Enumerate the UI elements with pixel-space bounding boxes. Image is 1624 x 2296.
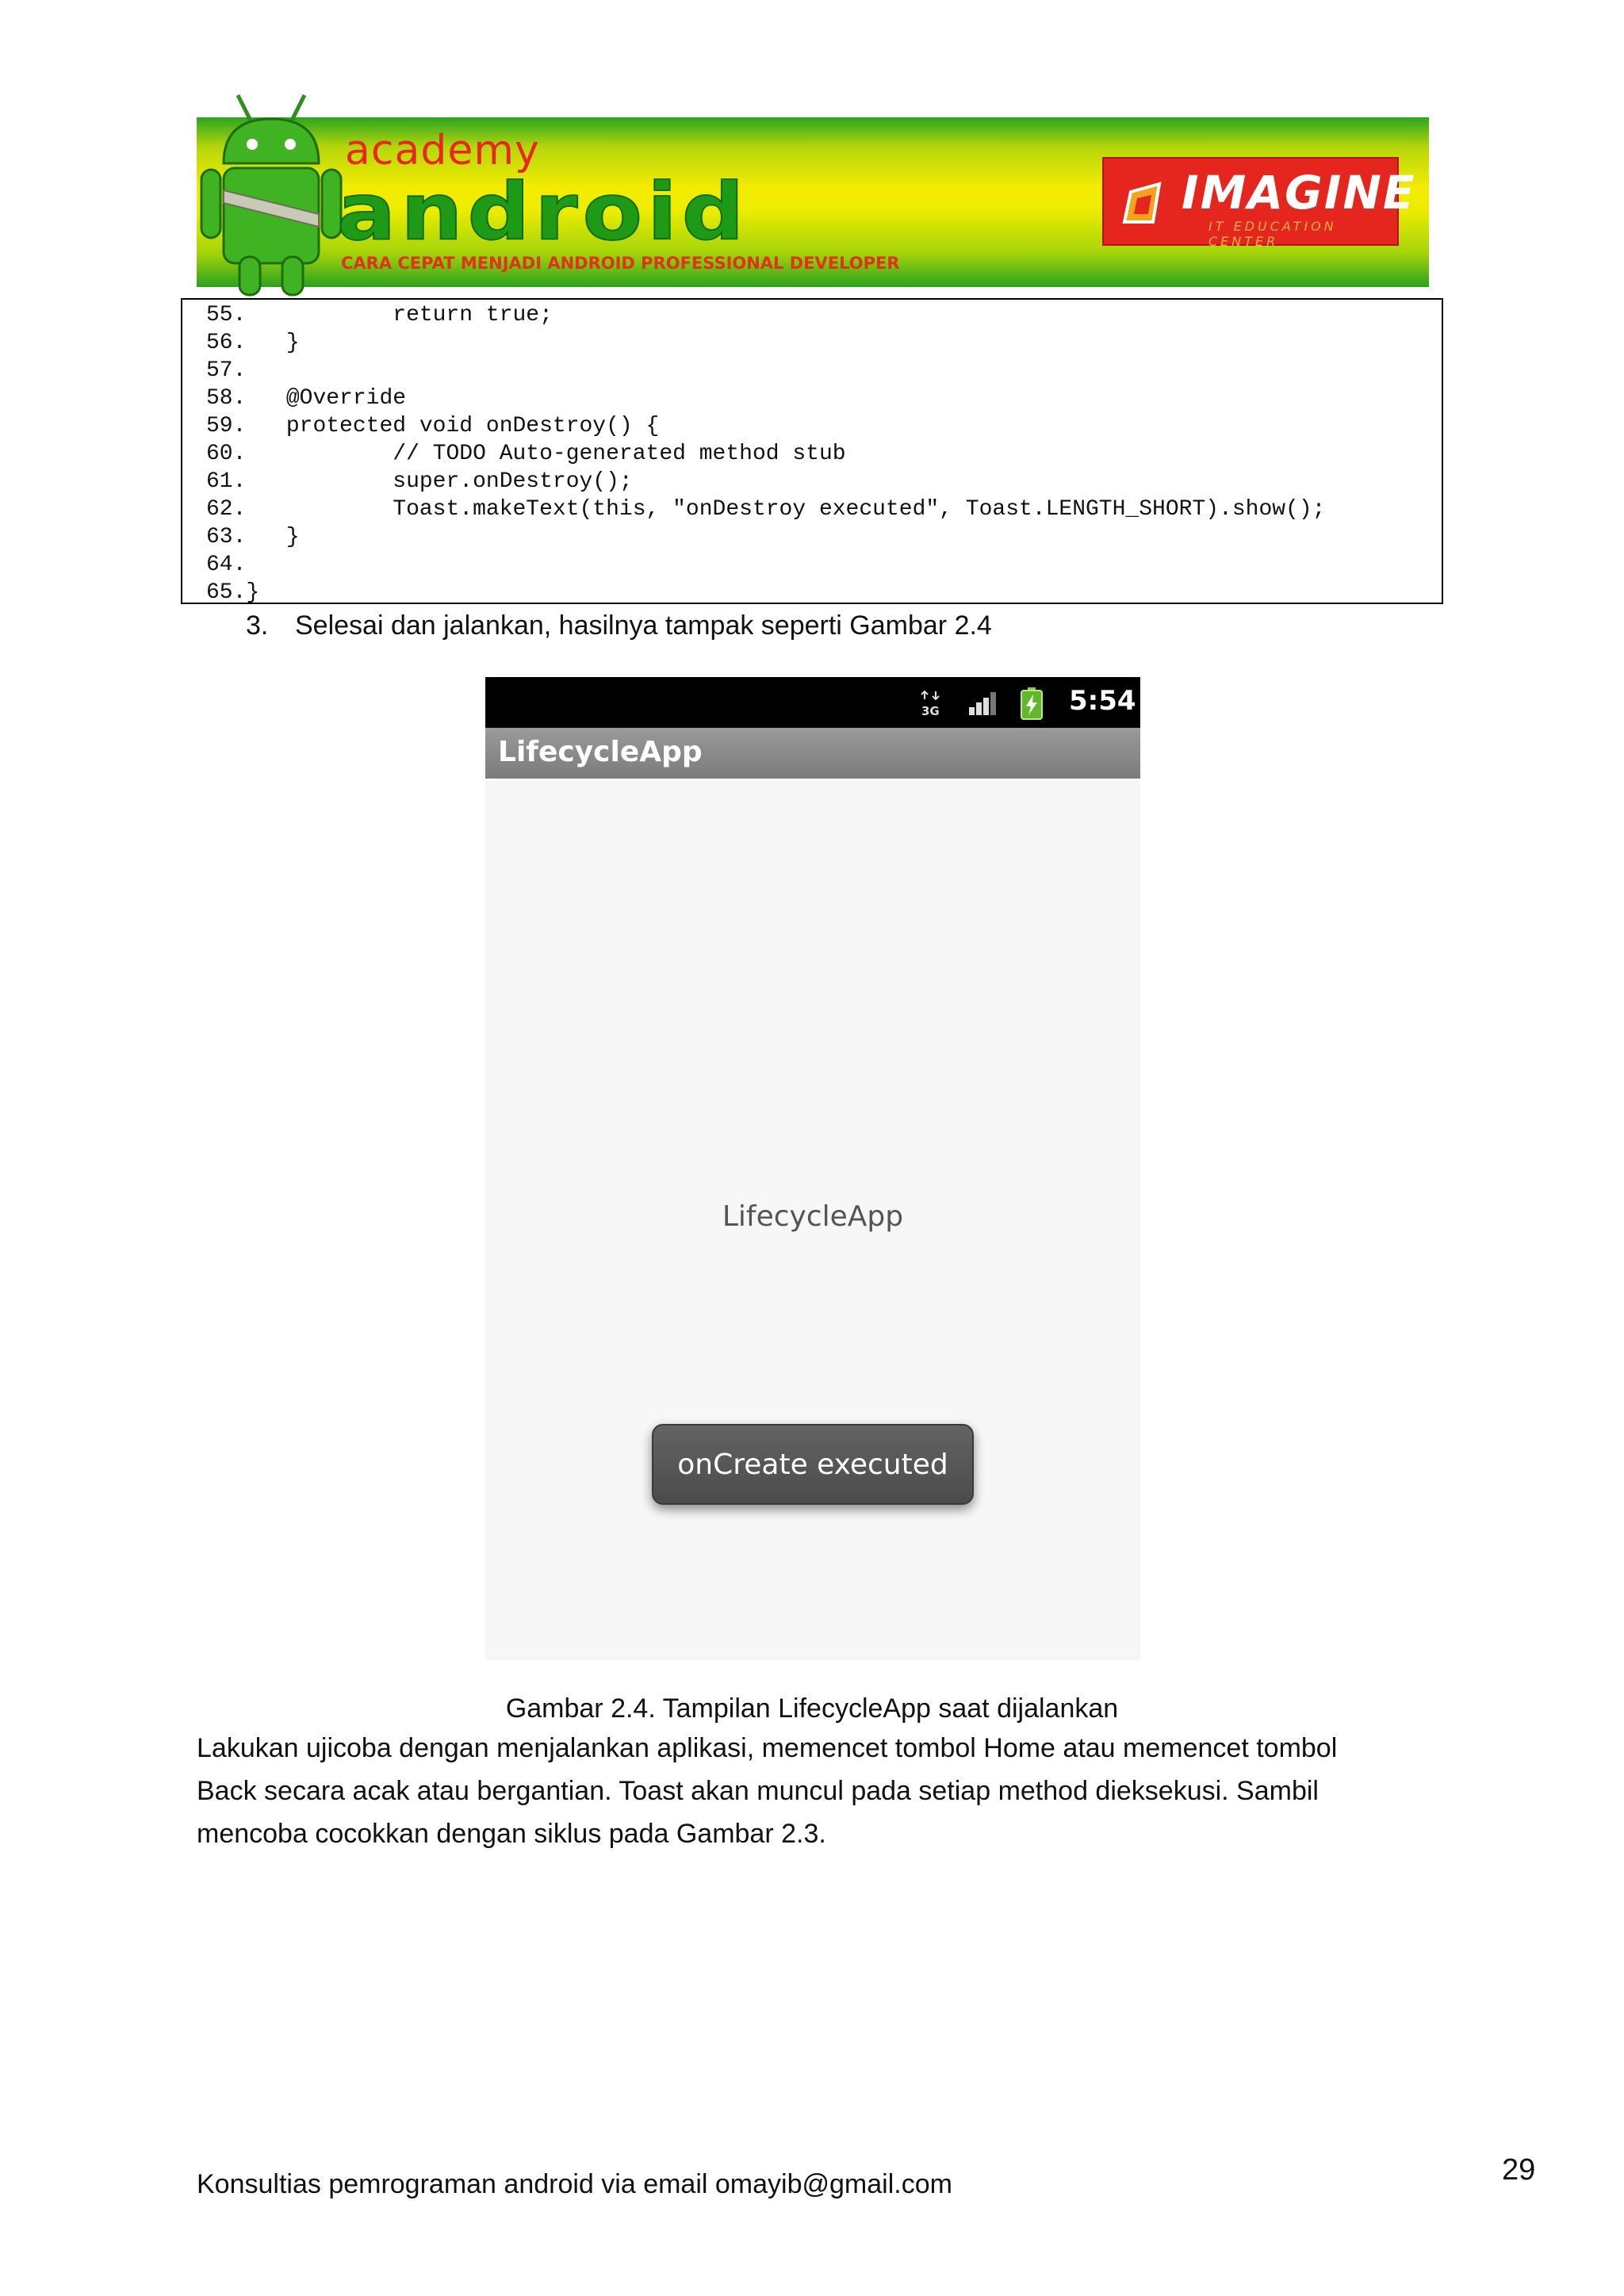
signal-strength-icon: [967, 690, 1001, 717]
toast-message: [652, 1424, 974, 1505]
code-line-text: super.onDestroy();: [285, 469, 633, 494]
android-robot-icon: [200, 87, 343, 300]
status-clock: 5:54: [1069, 685, 1136, 717]
code-line-number: 65.: [206, 580, 247, 605]
code-line-number: 58.: [206, 386, 247, 411]
code-line-text: return true;: [285, 303, 553, 327]
code-line: [206, 412, 659, 440]
code-line: [206, 385, 406, 412]
imagine-subtitle: IT EDUCATION CENTER: [1208, 219, 1337, 249]
figure-caption: Gambar 2.4. Tampilan LifecycleApp saat dijalankan: [505, 1693, 1119, 1724]
imagine-name: IMAGINE: [1182, 166, 1416, 220]
android-wordmark: android: [337, 166, 749, 258]
academy-label: academy: [345, 127, 540, 174]
step-number: 3.: [246, 610, 269, 641]
code-listing: [181, 298, 1443, 604]
app-title-bar: [485, 728, 1140, 779]
network-label: 3G: [921, 704, 940, 718]
code-line-number: 62.: [206, 497, 247, 522]
code-line: [206, 468, 633, 496]
code-line-text: // TODO Auto-generated method stub: [285, 442, 846, 466]
page-number: 29: [1502, 2153, 1536, 2187]
code-line: [206, 440, 846, 468]
network-3g-icon: [920, 688, 944, 718]
code-line: [206, 301, 553, 329]
status-bar: [485, 677, 1140, 728]
code-line: [206, 496, 1325, 523]
paragraph-line-2: Back secara acak atau bergantian. Toast akan muncul pada setiap method dieksekusi. Sambil: [197, 1776, 1319, 1806]
paragraph-line-1: Lakukan ujicoba dengan menjalankan aplikasi, memencet tombol Home atau memencet tombol: [197, 1733, 1338, 1763]
code-line-text: Toast.makeText(this, "onDestroy executed", Toast.LENGTH_SHORT).show();: [285, 497, 1326, 522]
code-line-number: 56.: [206, 331, 247, 355]
app-title: LifecycleApp: [498, 736, 703, 768]
code-line: [206, 551, 286, 579]
step-text: Selesai dan jalankan, hasilnya tampak seperti Gambar 2.4: [295, 610, 992, 641]
code-line: [206, 357, 286, 385]
code-line-text: }: [285, 331, 300, 355]
imagine-mark-icon: [1120, 179, 1172, 227]
code-line: [206, 579, 259, 607]
code-line-number: 61.: [206, 469, 247, 494]
code-line-number: 55.: [206, 303, 247, 327]
code-line-number: 60.: [206, 442, 247, 466]
footer-text: Konsultias pemrograman android via email omayib@gmail.com: [197, 2169, 952, 2199]
app-content-text: LifecycleApp: [722, 1200, 904, 1233]
code-line-number: 57.: [206, 358, 247, 383]
paragraph-line-3: mencoba cocokkan dengan siklus pada Gambar 2.3.: [197, 1819, 826, 1849]
phone-screenshot: [485, 677, 1140, 1660]
code-line-text: @Override: [285, 386, 407, 411]
code-line-number: 64.: [206, 553, 247, 577]
banner-tagline: CARA CEPAT MENJADI ANDROID PROFESSIONAL DEVELOPER: [341, 254, 900, 273]
code-line: [206, 329, 300, 357]
code-line-text: }: [285, 525, 300, 549]
code-line-number: 63.: [206, 525, 247, 549]
toast-text: onCreate executed: [677, 1448, 948, 1481]
code-line: [206, 523, 300, 551]
battery-charging-icon: [1020, 687, 1044, 720]
code-line-number: 59.: [206, 414, 247, 438]
code-line-text: protected void onDestroy() {: [285, 414, 660, 438]
imagine-logo: [1102, 157, 1416, 249]
code-line-text: }: [246, 580, 260, 605]
